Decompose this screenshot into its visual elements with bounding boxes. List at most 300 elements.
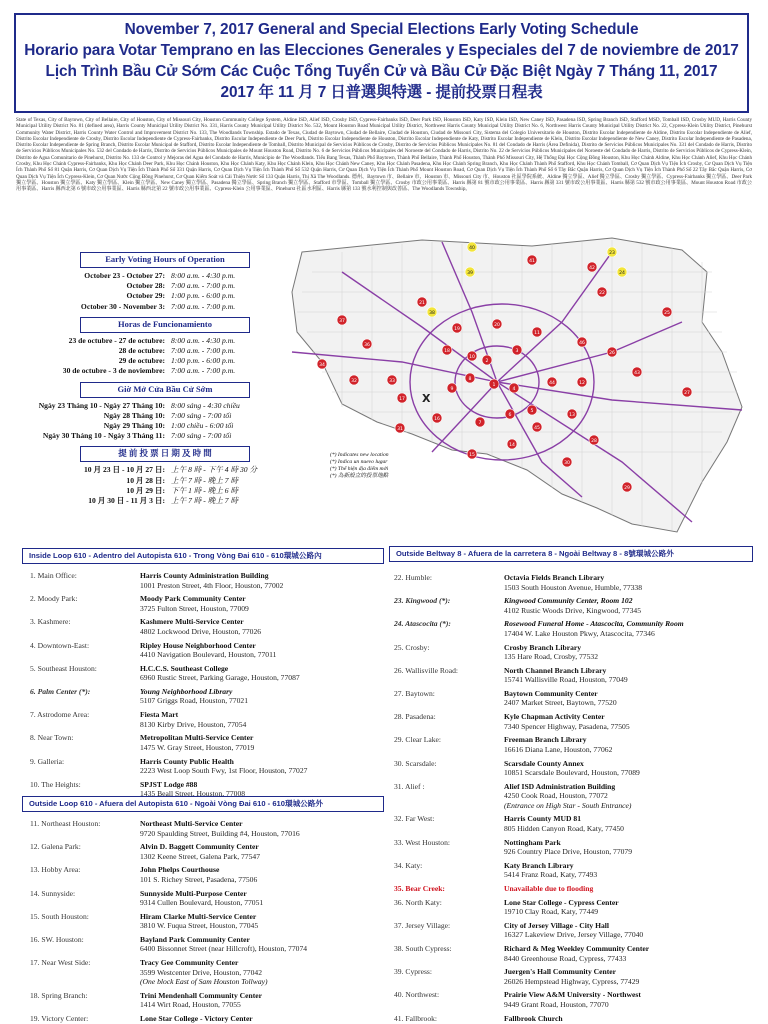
location-label: 5. Southeast Houston: [30, 663, 97, 673]
location-address: 1001 Preston Street, 4th Floor, Houston, 77002 [140, 580, 284, 590]
location-info [140, 710, 390, 729]
location-address: 2223 West Loop South Fwy, 1st Floor, Houston, 77027 [140, 766, 308, 775]
map-marker [682, 387, 692, 397]
hours-row [16, 411, 316, 421]
location-item [394, 735, 754, 754]
hours-date: Ngày 23 Tháng 10 - Ngày 27 Tháng 10: [38, 400, 165, 410]
location-item [30, 912, 390, 931]
location-label: 22. Humble: [394, 573, 432, 582]
map-marker-label: 8 [468, 376, 472, 382]
hours-row [16, 346, 316, 356]
map-marker-label: 38 [429, 310, 435, 316]
location-label: 1. Main Office: [30, 571, 77, 580]
location-name: Lone Star College - Victory Center [140, 1014, 253, 1023]
map-legend [330, 451, 390, 479]
hours-time: 7:00 a.m. - 7:00 p.m. [171, 301, 236, 311]
location-label: 7. Astrodome Area: [30, 710, 90, 720]
location-name: Kyle Chapman Activity Center [504, 712, 605, 722]
map-marker-label: 25 [664, 310, 670, 316]
location-address: 1435 Beall Street, Houston, 77008 [140, 789, 246, 799]
map-marker [467, 351, 477, 361]
location-address: 1414 Wirt Road, Houston, 77055 [140, 1000, 241, 1010]
map-marker-label: 27 [684, 390, 690, 396]
hours-row [16, 421, 316, 431]
map-marker [417, 297, 427, 307]
hours-date: Ngày 30 Tháng 10 - Ngày 3 Tháng 11: [42, 431, 165, 441]
map-marker-label: 11 [534, 330, 540, 336]
location-info [140, 889, 390, 908]
map-marker [397, 393, 407, 403]
map-marker [427, 307, 437, 317]
hours-date: October 28: [126, 281, 165, 291]
location-address: 926 Country Place Drive, Houston, 77079 [504, 847, 633, 857]
location-info [504, 884, 754, 894]
location-info [140, 865, 390, 884]
location-address: 15741 Wallisville Road, Houston, 77049 [504, 675, 628, 685]
hours-row [16, 291, 316, 301]
location-info [504, 838, 754, 857]
section-outside-loop-610: Outside Loop 610 - Afuera del Autopista 610 - Ngoài Vòng Đai 610 - 610環城公路外 [22, 796, 384, 812]
location-name: Prairie View A&M University - Northwest [504, 990, 641, 1000]
location-label: 28. Pasadena: [394, 712, 436, 722]
location-item [30, 935, 390, 954]
map-marker-label: 20 [494, 322, 500, 328]
closed-location-marker [422, 392, 431, 405]
location-address: 101 S. Richey Street, Pasadena, 77506 [140, 874, 258, 884]
location-item [30, 710, 390, 729]
location-name: Richard & Meg Weekley Community Center [504, 944, 650, 953]
location-label: 8. Near Town: [30, 733, 74, 743]
map-marker [662, 307, 672, 317]
location-name: Scarsdale County Annex [504, 758, 584, 768]
map-marker [587, 262, 597, 272]
location-label: 6. Palm Center (*): [30, 686, 91, 696]
map-marker-label: 36 [364, 342, 370, 348]
location-name: Fallbrook Church [504, 1013, 563, 1023]
map-marker-label: 15 [469, 452, 475, 458]
hours-time: 8:00 sáng - 4:30 chiều [171, 400, 240, 410]
location-note: (Entrance on High Star - South Entrance) [504, 800, 632, 810]
location-info [140, 912, 390, 931]
location-address: 9314 Cullen Boulevard, Houston, 77051 [140, 898, 264, 908]
map-marker-label: 28 [591, 438, 597, 444]
hours-time: 1:00 p.m. - 6:00 p.m. [171, 356, 236, 366]
hours-date: 10 月 23 日 - 10 月 27 日: [84, 465, 165, 475]
location-name: Moody Park Community Center [140, 594, 246, 604]
map-marker [467, 449, 477, 459]
hours-row [16, 465, 316, 475]
hours-heading: Giờ Mở Cửa Bầu Cử Sớm [80, 382, 250, 398]
location-name: Crosby Branch Library [504, 642, 582, 652]
hours-time: 7:00 a.m. - 7:00 p.m. [171, 366, 236, 376]
map-marker [507, 439, 517, 449]
location-name: Tracy Gee Community Center [140, 958, 239, 968]
map-marker-label: 7 [478, 420, 482, 426]
location-label: 39. Cypress: [394, 967, 432, 977]
location-address: 26026 Hempstead Highway, Cypress, 77429 [504, 976, 640, 986]
location-item [30, 1014, 390, 1024]
map-marker-label: 9 [450, 386, 454, 392]
location-label: 2. Moody Park: [30, 594, 78, 604]
location-label: 4. Downtown-East: [30, 640, 90, 650]
location-name: North Channel Branch Library [504, 665, 607, 675]
location-item [30, 865, 390, 884]
map-marker [632, 367, 642, 377]
hours-date: October 30 - November 3: [80, 301, 165, 311]
map-marker [442, 345, 452, 355]
location-item [30, 958, 390, 987]
map-marker [387, 375, 397, 385]
location-label: 17. Near West Side: [30, 958, 91, 968]
map-marker [527, 405, 537, 415]
location-name: Nottingham Park [504, 837, 561, 847]
location-name: Octavia Fields Branch Library [504, 573, 605, 582]
location-address: 4802 Lockwood Drive, Houston, 77026 [140, 626, 262, 636]
hours-date: 30 de octubre - 3 de noviembre: [62, 366, 165, 376]
location-info [140, 757, 390, 776]
map-marker [447, 383, 457, 393]
location-name: Metropolitan Multi-Service Center [140, 733, 254, 743]
location-name: Fiesta Mart [140, 710, 179, 720]
location-label: 16. SW. Houston: [30, 934, 84, 944]
location-info [140, 664, 390, 683]
location-item [30, 641, 390, 660]
location-item [394, 838, 754, 857]
hours-row [16, 476, 316, 486]
legend-english: (*) Indicates new location [330, 452, 389, 458]
location-address: 6400 Bissonnet Street (near Hillcroft), Houston, 77074 [140, 944, 308, 954]
hours-heading: Horas de Funcionamiento [80, 317, 250, 333]
hours-group [16, 252, 316, 312]
map-marker [452, 323, 462, 333]
location-item [30, 991, 390, 1010]
location-address: 9449 Grant Road, Houston, 77070 [504, 999, 609, 1009]
map-marker-label: 6 [508, 412, 512, 418]
location-label: 9. Galleria: [30, 756, 65, 766]
location-name: Hiram Clarke Multi-Service Center [140, 911, 257, 921]
hours-row [16, 271, 316, 281]
map-marker [489, 379, 499, 389]
map-marker-label: 4 [512, 386, 516, 392]
hours-group [16, 446, 316, 506]
hours-heading: Early Voting Hours of Operation [80, 252, 250, 268]
location-label: 40. Northwest: [394, 990, 440, 1000]
map-marker [465, 267, 475, 277]
location-label: 35. Bear Creek: [394, 883, 445, 893]
map-marker-label: 40 [469, 245, 475, 251]
location-item [394, 944, 754, 963]
map-marker-label: 17 [399, 396, 405, 402]
location-address: 8440 Greenhouse Road, Cypress, 77433 [504, 953, 627, 963]
map-marker-label: 1 [492, 382, 496, 388]
location-item [30, 757, 390, 776]
hours-time: 8:00 a.m. - 4:30 p.m. [171, 335, 236, 345]
location-info [504, 759, 754, 778]
hours-time: 上午 7 時 - 晚上 7 時 [171, 496, 239, 506]
hours-group [16, 317, 316, 377]
location-item [394, 814, 754, 833]
location-info [504, 573, 754, 592]
map-marker-label: 2 [485, 358, 489, 364]
map-marker-label: 42 [589, 265, 595, 271]
map-marker [467, 242, 477, 252]
location-address: 4250 Cook Road, Houston, 77072 [504, 791, 608, 801]
location-address: 10851 Scarsdale Boulevard, Houston, 77089 [504, 768, 640, 777]
map-marker [317, 359, 327, 369]
location-label: 27. Baytown: [394, 688, 435, 698]
location-name: Ripley House Neighborhood Center [140, 640, 256, 650]
location-name: City of Jersey Village - City Hall [504, 920, 610, 930]
location-label: 29. Clear Lake: [394, 735, 442, 745]
map-marker-label: 37 [339, 318, 345, 324]
location-label: 14. Sunnyside: [30, 888, 76, 898]
location-info [504, 814, 754, 833]
map-marker-label: 14 [509, 442, 515, 448]
map-marker [395, 423, 405, 433]
map-marker [432, 413, 442, 423]
location-address: 3599 Westcenter Drive, Houston, 77042 [140, 967, 262, 977]
map-marker-label: 46 [579, 340, 585, 346]
map-marker-label: 45 [534, 425, 540, 431]
section-inside-loop-610: Inside Loop 610 - Adentro del Autopista 610 - Trong Vòng Đai 610 - 610環城公路內 [22, 548, 384, 564]
map-marker-label: 21 [419, 300, 425, 306]
map-marker [589, 435, 599, 445]
location-address: 1503 South Houston Avenue, Humble, 77338 [504, 582, 643, 592]
location-info [504, 596, 754, 615]
location-label: 32. Far West: [394, 814, 435, 824]
location-label: 38. South Cypress: [394, 944, 452, 953]
location-name: Harris County MUD 81 [504, 814, 581, 824]
location-item [30, 594, 390, 613]
location-info [140, 687, 390, 706]
location-info [504, 735, 754, 754]
location-item [394, 689, 754, 708]
location-name: Northeast Multi-Service Center [140, 819, 243, 828]
location-name: Katy Branch Library [504, 860, 574, 870]
location-name: Harris County Public Health [140, 756, 234, 766]
location-item [30, 842, 390, 861]
location-info [140, 819, 390, 838]
location-label: 10. The Heights: [30, 779, 81, 789]
location-label: 37. Jersey Village: [394, 920, 451, 930]
title-spanish: Horario para Votar Temprano en las Elecciones Generales y Especiales del 7 de noviembre de 2017 [24, 42, 739, 59]
location-label: 33. West Houston: [394, 837, 450, 847]
location-address: 1475 W. Gray Street, Houston, 77019 [140, 742, 255, 752]
location-name: Alief ISD Administration Building [504, 781, 616, 791]
location-label: 41. Fallbrook: [394, 1013, 438, 1023]
hours-time: 8:00 a.m. - 4:30 p.m. [171, 271, 236, 280]
map-marker [465, 373, 475, 383]
map-marker [505, 409, 515, 419]
map-marker-label: 18 [444, 348, 450, 354]
section-outside-beltway-8: Outside Beltway 8 - Afuera de la carretera 8 - Ngoài Beltway 8 - 8號環城公路外 [389, 546, 753, 562]
title-english: November 7, 2017 General and Special Elections Early Voting Schedule [124, 21, 639, 38]
legend-vietnamese: (*) Thể hiện địa điểm mới [330, 466, 389, 472]
location-info [140, 1014, 390, 1024]
location-item [394, 1014, 754, 1024]
hours-date: October 23 - October 27: [84, 271, 165, 280]
hours-date: 10 月 29 日: [126, 485, 165, 495]
location-info [140, 594, 390, 613]
location-name: H.C.C.S. Southeast College [140, 663, 229, 673]
hours-row [16, 496, 316, 506]
location-label: 36. North Katy: [394, 897, 442, 907]
location-address: 17404 W. Lake Houston Pkwy, Atascocita, 77346 [504, 628, 655, 638]
location-name: Kingwood Community Center, Room 102 [504, 596, 633, 606]
map-marker-label: 39 [467, 270, 473, 276]
location-item [30, 664, 390, 683]
location-item [394, 861, 754, 880]
location-label: 19. Victory Center: [30, 1014, 89, 1023]
title-box [14, 13, 749, 113]
hours-date: 28 de octubre: [118, 346, 165, 356]
location-info [504, 666, 754, 685]
location-info [140, 617, 390, 636]
location-name: Sunnyside Multi-Purpose Center [140, 888, 247, 898]
map-marker [567, 409, 577, 419]
hours-row [16, 302, 316, 312]
location-label: 26. Wallisville Road: [394, 665, 459, 675]
location-label: 11. Northeast Houston: [30, 819, 101, 828]
hours-time: 7:00 a.m. - 7:00 p.m. [171, 346, 236, 356]
hours-time: 1:00 p.m. - 6:00 p.m. [171, 291, 236, 301]
svg-text:X: X [422, 392, 431, 405]
location-label: 15. South Houston: [30, 911, 89, 921]
map-marker-label: 10 [469, 354, 475, 360]
map-marker-label: 12 [579, 380, 585, 386]
location-name: Alvin D. Baggett Community Center [140, 842, 259, 852]
hours-date: Ngày 28 Tháng 10: [103, 410, 165, 420]
legend-chinese: (*) 為新設立的投票地點 [330, 473, 389, 479]
location-name: Kashmere Multi-Service Center [140, 617, 244, 627]
hours-date: 10 月 28 日: [126, 475, 165, 485]
location-info [140, 958, 390, 987]
location-item [394, 782, 754, 811]
location-name: Freeman Branch Library [504, 735, 587, 745]
location-label: 23. Kingwood (*): [394, 596, 451, 606]
hours-time: 1:00 chiều - 6:00 tối [171, 421, 234, 431]
location-name: Bayland Park Community Center [140, 934, 250, 944]
hours-row [16, 366, 316, 376]
map-marker-label: 24 [619, 270, 625, 276]
location-address: 16616 Diana Lane, Houston, 77062 [504, 744, 613, 754]
location-item [394, 712, 754, 731]
location-info [140, 842, 390, 861]
location-address: 16327 Lakeview Drive, Jersey Village, 77040 [504, 930, 644, 940]
hours-row [16, 356, 316, 366]
hours-group [16, 382, 316, 442]
location-info [504, 1014, 754, 1024]
location-label: 18. Spring Branch: [30, 990, 88, 1000]
location-info [504, 712, 754, 731]
location-address: 7340 Spencer Highway, Pasadena, 77505 [504, 721, 630, 731]
hours-row [16, 401, 316, 411]
location-name: SPJST Lodge #88 [140, 779, 198, 789]
location-item [30, 617, 390, 636]
location-item [394, 619, 754, 638]
location-address: 4102 Rustic Woods Drive, Kingwood, 77345 [504, 605, 641, 615]
location-address: 2407 Market Street, Baytown, 77520 [504, 698, 617, 708]
map-marker [509, 383, 519, 393]
map-marker-label: 5 [530, 408, 534, 414]
map-marker [547, 377, 557, 387]
location-address: 805 Hidden Canyon Road, Katy, 77450 [504, 823, 624, 833]
hours-time: 7:00 sáng - 7:00 tối [171, 431, 232, 441]
map-marker [482, 355, 492, 365]
map-marker [492, 319, 502, 329]
location-address: 3725 Fulton Street, Houston, 77009 [140, 603, 249, 613]
hours-time: 下午 1 時 - 晚上 6 時 [171, 485, 239, 495]
location-address: 19710 Clay Road, Katy, 77449 [504, 907, 598, 917]
map-marker [577, 337, 587, 347]
location-address: 3810 W. Fuqua Street, Houston, 77045 [140, 921, 259, 931]
location-name: Juergen's Hall Community Center [504, 967, 616, 977]
location-item [30, 571, 390, 590]
location-address: 6960 Rustic Street, Parking Garage, Houston, 77087 [140, 673, 300, 683]
hours-date: 10 月 30 日 - 11 月 3 日: [88, 496, 165, 506]
hours-row [16, 486, 316, 496]
location-name: Trini Mendenhall Community Center [140, 990, 262, 1000]
location-item [394, 596, 754, 615]
location-item [394, 666, 754, 685]
map-marker-label: 3 [515, 348, 519, 354]
map-marker-label: 16 [434, 416, 440, 422]
map-marker-label: 41 [529, 258, 535, 264]
location-item [394, 643, 754, 662]
location-address: 5107 Griggs Road, Houston, 77021 [140, 696, 248, 706]
map-marker-label: 33 [389, 378, 395, 384]
map-marker [532, 327, 542, 337]
location-item [30, 819, 390, 838]
map-marker [562, 457, 572, 467]
map-marker [597, 287, 607, 297]
location-info [504, 782, 754, 811]
legend-spanish: (*) Indica un nuevo lugar [330, 459, 388, 465]
location-label: 34. Katy: [394, 860, 423, 870]
location-item [30, 733, 390, 752]
location-name: Lone Star College - Cypress Center [504, 897, 619, 907]
outside-loop-locations [30, 819, 390, 1024]
location-label: 25. Crosby: [394, 642, 430, 652]
location-name: Young Neighborhood Library [140, 686, 233, 696]
inside-loop-locations [30, 571, 390, 803]
location-label: 24. Atascocita (*): [394, 619, 451, 629]
hours-date: Ngày 29 Tháng 10: [103, 421, 165, 431]
hours-time: 上午 7 時 - 晚上 7 時 [171, 475, 239, 485]
location-info [504, 861, 754, 880]
location-info [504, 921, 754, 940]
hours-of-operation [16, 252, 316, 511]
map-marker-label: 44 [549, 380, 555, 386]
hours-row [16, 336, 316, 346]
map-marker-label: 13 [569, 412, 575, 418]
hours-time: 7:00 sáng - 7:00 tối [171, 410, 232, 420]
location-info [140, 571, 390, 590]
location-item [394, 990, 754, 1009]
map-marker [577, 377, 587, 387]
location-name: Baytown Community Center [504, 688, 598, 698]
location-name: John Phelps Courthouse [140, 865, 220, 875]
location-address: 135 Hare Road, Crosby, 77532 [504, 652, 598, 662]
map-marker [607, 347, 617, 357]
location-item [394, 759, 754, 778]
location-address: 5414 Franz Road, Katy, 77493 [504, 870, 598, 880]
map-marker [622, 482, 632, 492]
location-item [394, 967, 754, 986]
early-voting-locations-map [282, 232, 752, 544]
map-marker [617, 267, 627, 277]
hours-time: 7:00 a.m. - 7:00 p.m. [171, 281, 236, 291]
